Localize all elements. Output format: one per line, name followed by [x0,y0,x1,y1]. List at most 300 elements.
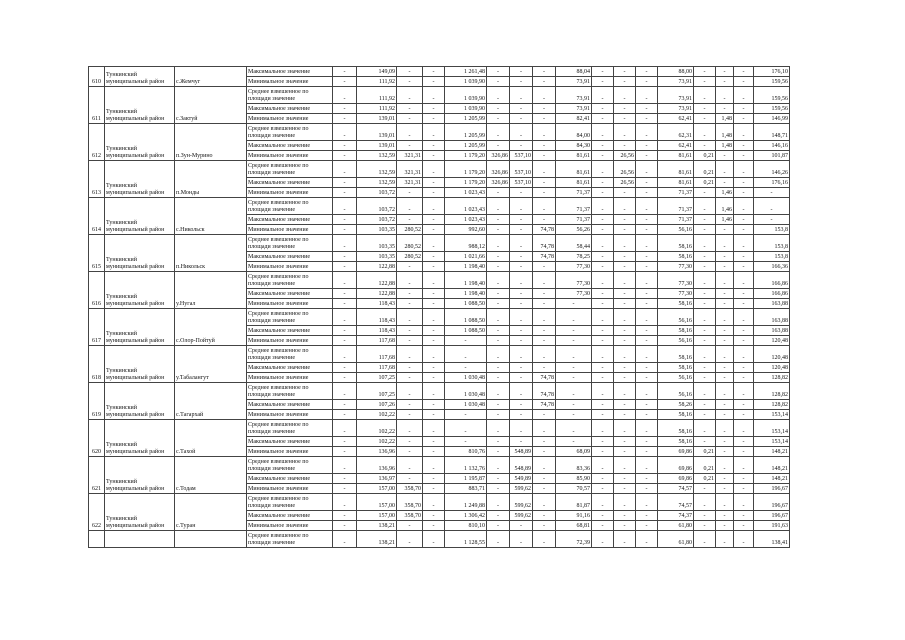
value-cell: - [333,309,357,326]
value-cell: - [636,484,658,494]
value-cell: - [445,437,487,447]
value-cell: - [423,511,445,521]
value-cell: - [423,326,445,336]
value-cell: 139,01 [357,124,397,141]
value-cell: - [716,420,734,437]
value-cell: 1 039,90 [445,87,487,104]
value-cell: - [592,531,614,548]
value-cell: - [734,309,754,326]
value-cell: 1 198,40 [445,289,487,299]
value-cell: - [556,400,592,410]
value-cell: 74,78 [533,235,556,252]
value-cell: 103,72 [357,188,397,198]
value-cell: - [636,178,658,188]
value-type-label: Максимальное значение [247,104,333,114]
value-cell: - [614,215,636,225]
value-cell: 159,56 [754,77,790,87]
value-cell: - [423,272,445,289]
value-cell: - [510,67,533,77]
value-cell: - [592,420,614,437]
value-cell: - [423,104,445,114]
value-cell: - [734,363,754,373]
value-cell: - [716,235,734,252]
locality-name [175,531,247,548]
value-cell: 166,86 [754,289,790,299]
value-cell: - [614,309,636,326]
value-cell: - [333,67,357,77]
value-cell: - [423,252,445,262]
value-cell: - [487,87,510,104]
value-cell: - [397,124,423,141]
value-cell: 1 023,43 [445,188,487,198]
value-cell: - [592,198,614,215]
value-cell: - [716,410,734,420]
value-cell: - [423,336,445,346]
district-name: Тункинский муниципальный район [105,198,175,235]
locality-name: с.Никольск [175,198,247,235]
value-type-label: Максимальное значение [247,289,333,299]
value-cell: - [423,474,445,484]
value-cell: - [694,289,716,299]
value-cell: - [592,474,614,484]
value-cell: 1 088,50 [445,299,487,309]
value-cell: - [397,104,423,114]
value-cell: - [716,521,734,531]
value-cell: 69,86 [658,447,694,457]
value-cell: - [716,494,734,511]
value-cell: - [333,437,357,447]
value-cell: 326,86 [487,161,510,178]
value-cell: 0,21 [694,447,716,457]
value-cell: - [734,289,754,299]
value-cell: 1 128,55 [445,531,487,548]
value-cell: - [533,188,556,198]
table-row [89,272,790,289]
row-number: 616 [89,272,105,309]
district-name: Тункинский муниципальный район [105,272,175,309]
value-cell: - [636,114,658,124]
value-cell: - [592,326,614,336]
value-cell: - [592,383,614,400]
value-cell: - [423,383,445,400]
value-cell: - [592,511,614,521]
value-cell: 81,61 [658,178,694,188]
district-name: Тункинский муниципальный район [105,235,175,272]
value-cell: - [533,215,556,225]
value-cell: - [487,336,510,346]
value-cell: - [510,410,533,420]
value-cell: 120,48 [754,346,790,363]
value-cell: - [556,420,592,437]
value-type-label: Минимальное значение [247,151,333,161]
value-cell: - [734,124,754,141]
value-cell: - [423,484,445,494]
value-cell: 77,30 [556,262,592,272]
value-cell: - [556,346,592,363]
value-cell: - [533,299,556,309]
value-cell: 132,59 [357,161,397,178]
value-cell: 111,92 [357,77,397,87]
district-name: Тункинский муниципальный район [105,346,175,383]
value-cell: - [716,336,734,346]
value-cell: - [754,188,790,198]
table-row [89,87,790,104]
value-cell: - [423,410,445,420]
value-cell: - [510,252,533,262]
value-cell: 56,16 [658,225,694,235]
value-cell: - [333,346,357,363]
value-cell: 166,86 [754,272,790,289]
value-type-label: Среднее взвешенное по площади значение [247,272,333,289]
value-cell: - [734,67,754,77]
value-cell: - [694,124,716,141]
value-cell: - [423,114,445,124]
value-cell: - [397,289,423,299]
value-cell: - [614,363,636,373]
value-cell: - [423,437,445,447]
value-cell: - [397,400,423,410]
value-cell: - [734,104,754,114]
value-cell: - [694,198,716,215]
value-type-label: Среднее взвешенное по площади значение [247,87,333,104]
value-cell: - [614,299,636,309]
value-cell: 88,00 [658,67,694,77]
value-cell: - [397,67,423,77]
value-cell: - [487,521,510,531]
value-cell: 71,37 [556,198,592,215]
value-cell: 71,37 [658,215,694,225]
locality-name: с.Жемчуг [175,67,247,87]
value-cell: - [423,400,445,410]
value-cell: - [694,521,716,531]
value-cell: 321,31 [397,178,423,188]
value-cell: 73,91 [556,77,592,87]
value-cell: - [734,346,754,363]
row-number: 612 [89,124,105,161]
value-cell: - [694,437,716,447]
value-cell: - [333,363,357,373]
value-cell: - [614,400,636,410]
value-cell: 111,92 [357,104,397,114]
value-cell: - [694,141,716,151]
value-cell: - [487,252,510,262]
value-cell: 118,43 [357,309,397,326]
value-cell: - [694,188,716,198]
value-cell: 71,37 [556,215,592,225]
value-cell: 548,89 [510,447,533,457]
value-cell: - [694,363,716,373]
value-cell: - [614,346,636,363]
value-cell: - [510,87,533,104]
value-cell: - [734,225,754,235]
value-cell: 117,68 [357,363,397,373]
value-cell: - [734,161,754,178]
value-cell: - [592,104,614,114]
value-cell: 102,22 [357,410,397,420]
value-cell: - [487,410,510,420]
value-cell: - [510,383,533,400]
value-cell: - [333,531,357,548]
value-cell: - [694,225,716,235]
value-cell: - [716,373,734,383]
value-cell: 58,16 [658,299,694,309]
value-cell: - [487,272,510,289]
value-type-label: Максимальное значение [247,363,333,373]
value-cell: - [333,262,357,272]
value-cell: - [614,87,636,104]
value-cell: 549,89 [510,474,533,484]
district-name: Тункинский муниципальный район [105,124,175,161]
value-cell: - [333,188,357,198]
value-cell: - [445,410,487,420]
value-cell: - [423,161,445,178]
value-cell: - [614,336,636,346]
value-cell: - [423,299,445,309]
value-cell: - [636,188,658,198]
table-row [89,67,790,77]
value-cell: - [397,262,423,272]
locality-name: п.Монды [175,161,247,198]
value-cell: - [734,447,754,457]
value-cell: 280,52 [397,252,423,262]
value-cell: - [636,161,658,178]
value-cell: 78,25 [556,252,592,262]
value-cell: - [333,198,357,215]
value-type-label: Максимальное значение [247,400,333,410]
value-cell: - [694,336,716,346]
value-cell: 1 039,90 [445,77,487,87]
value-cell: - [423,373,445,383]
value-cell: - [333,289,357,299]
value-cell: - [556,363,592,373]
value-cell: - [333,494,357,511]
value-cell: - [754,198,790,215]
value-type-label: Среднее взвешенное по площади значение [247,420,333,437]
value-type-label: Минимальное значение [247,336,333,346]
value-cell: - [510,400,533,410]
value-cell: 136,97 [357,474,397,484]
value-cell: - [694,67,716,77]
value-cell: - [510,437,533,447]
value-type-label: Минимальное значение [247,188,333,198]
value-cell: - [333,225,357,235]
value-cell: 537,10 [510,161,533,178]
value-cell: - [397,363,423,373]
value-cell: - [754,215,790,225]
value-cell: 71,37 [556,188,592,198]
value-cell: - [694,299,716,309]
value-cell: - [487,215,510,225]
district-name: Тункинский муниципальный район [105,383,175,420]
value-cell: - [614,484,636,494]
value-cell: - [333,235,357,252]
value-cell: - [636,437,658,447]
value-cell: - [533,161,556,178]
value-cell: - [397,326,423,336]
value-type-label: Минимальное значение [247,77,333,87]
value-cell: - [716,178,734,188]
value-cell: - [716,252,734,262]
value-cell: - [510,363,533,373]
value-cell: 992,60 [445,225,487,235]
value-cell: - [734,326,754,336]
value-cell: - [636,447,658,457]
value-cell: - [445,346,487,363]
value-cell: - [636,336,658,346]
value-cell: 68,81 [556,521,592,531]
value-cell: - [510,373,533,383]
value-cell: - [333,114,357,124]
value-type-label: Среднее взвешенное по площади значение [247,457,333,474]
value-cell: - [614,235,636,252]
district-name: Тункинский муниципальный район [105,67,175,87]
value-cell: - [556,299,592,309]
value-cell: - [333,141,357,151]
value-cell: 58,26 [658,400,694,410]
row-number: 615 [89,235,105,272]
value-cell: - [487,346,510,363]
value-cell: - [614,141,636,151]
value-type-label: Максимальное значение [247,215,333,225]
value-cell: - [423,67,445,77]
value-cell: - [556,309,592,326]
value-cell: - [614,457,636,474]
table-row [89,124,790,141]
value-cell: - [533,346,556,363]
value-cell: - [423,363,445,373]
value-cell: - [734,511,754,521]
value-cell: 159,56 [754,104,790,114]
value-cell: 58,16 [658,326,694,336]
value-cell: - [423,124,445,141]
value-cell: 122,88 [357,262,397,272]
value-cell: 1 021,66 [445,252,487,262]
value-cell: - [694,77,716,87]
value-cell: - [636,289,658,299]
value-cell: 157,00 [357,484,397,494]
value-cell: 321,31 [397,151,423,161]
value-cell: - [487,420,510,437]
value-cell: - [423,457,445,474]
value-cell: - [694,262,716,272]
value-cell: - [333,457,357,474]
value-cell: - [636,457,658,474]
value-cell: - [592,484,614,494]
value-cell: - [333,484,357,494]
value-cell: 62,41 [658,114,694,124]
locality-name: с.Зактуй [175,87,247,124]
value-cell: 58,16 [658,437,694,447]
locality-name: у.Табалангут [175,346,247,383]
value-cell: - [487,326,510,336]
value-cell: - [592,178,614,188]
value-cell: 153,8 [754,235,790,252]
value-cell: - [636,511,658,521]
value-cell: - [636,420,658,437]
value-cell: - [333,252,357,262]
table-row [89,198,790,215]
value-cell: - [614,437,636,447]
value-cell: - [592,151,614,161]
value-cell: - [397,474,423,484]
value-cell: 1 030,48 [445,400,487,410]
value-cell: - [592,336,614,346]
value-cell: - [592,141,614,151]
value-cell: - [533,272,556,289]
value-cell: - [734,420,754,437]
value-cell: - [533,494,556,511]
value-cell: - [694,346,716,363]
value-cell: 196,67 [754,511,790,521]
value-cell: - [487,474,510,484]
value-cell: - [487,484,510,494]
value-type-label: Среднее взвешенное по площади значение [247,161,333,178]
value-cell: - [333,373,357,383]
value-cell: 176,16 [754,178,790,188]
value-cell: 26,56 [614,151,636,161]
value-cell: - [423,178,445,188]
value-cell: - [716,326,734,336]
value-cell: 139,01 [357,114,397,124]
value-cell: 77,30 [556,272,592,289]
value-type-label: Максимальное значение [247,141,333,151]
value-cell: - [694,215,716,225]
value-cell: 883,71 [445,484,487,494]
value-cell: - [423,289,445,299]
value-cell: 120,48 [754,336,790,346]
value-cell: - [487,124,510,141]
value-cell: - [333,151,357,161]
value-cell: - [333,77,357,87]
value-cell: - [716,104,734,114]
value-cell: - [716,531,734,548]
value-cell: - [734,521,754,531]
value-cell: 176,10 [754,67,790,77]
value-cell: - [556,410,592,420]
value-cell: 1 205,99 [445,124,487,141]
value-cell: 128,82 [754,400,790,410]
value-cell: 107,25 [357,373,397,383]
value-cell: - [614,114,636,124]
value-cell: 74,57 [658,484,694,494]
value-cell: - [614,383,636,400]
value-cell: - [716,447,734,457]
value-cell: - [487,114,510,124]
value-cell: 73,91 [556,104,592,114]
value-cell: 537,10 [510,178,533,188]
value-cell: - [636,474,658,484]
table-row [89,235,790,252]
value-cell: 58,16 [658,235,694,252]
value-cell: - [694,235,716,252]
value-cell: - [487,77,510,87]
value-cell: 81,87 [556,494,592,511]
value-type-label: Среднее взвешенное по площади значение [247,346,333,363]
value-cell: - [592,77,614,87]
value-cell: - [510,521,533,531]
value-cell: 138,21 [357,531,397,548]
value-cell: 74,78 [533,400,556,410]
value-cell: - [636,67,658,77]
value-cell: 73,91 [556,87,592,104]
row-number [89,531,105,548]
value-cell: - [592,114,614,124]
value-cell: 77,30 [658,272,694,289]
value-cell: 136,96 [357,447,397,457]
value-cell: - [734,252,754,262]
value-cell: - [734,336,754,346]
value-cell: - [397,141,423,151]
